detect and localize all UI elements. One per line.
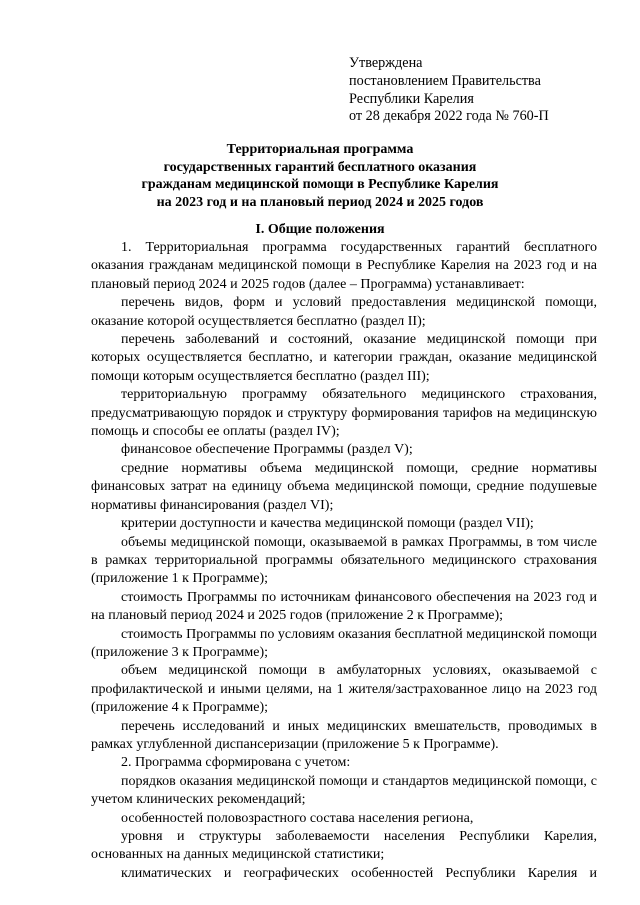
title-line: Территориальная программа — [226, 142, 414, 157]
paragraph: территориальную программу обязательного медицинского страхования, предусматривающую порядок и структуру формирования тарифов на медицинскую помощь и способы ее оплаты (раздел IV); — [91, 387, 597, 440]
approval-line: Республики Карелия — [349, 90, 474, 107]
paragraph: особенностей половозрастного состава населения региона, — [121, 810, 474, 826]
paragraph: критерии доступности и качества медицинской помощи (раздел VII); — [121, 516, 534, 532]
paragraph: объем медицинской помощи в амбулаторных условиях, оказываемой с профилактической и иными целями, на 1 жителя/застрахованное лицо на 2023 год (приложение 4 к Программе); — [91, 663, 597, 716]
paragraph: перечень заболеваний и состояний, оказание медицинской помощи при которых осуществляется бесплатно, и категории граждан, оказание медицинской помощи которым осуществляется бесплатно (раздел III); — [91, 332, 597, 384]
title-line: на 2023 год и на плановый период 2024 и 2025 годов — [156, 194, 484, 210]
paragraph: стоимость Программы по условиям оказания бесплатной медицинской помощи (приложение 3 к Программе); — [91, 626, 597, 660]
approval-line: от 28 декабря 2022 года № 760-П — [349, 108, 549, 125]
document-body — [91, 239, 597, 883]
paragraph: 1. Территориальная программа государственных гарантий бесплатного оказания гражданам медицинской помощи в Республике Карелия на 2023 год и на плановый период 2024 и 2025 годов (далее – Программа) устанавливает: — [91, 240, 597, 292]
approval-line: Утверждена — [349, 55, 423, 71]
approval-line: постановлением Правительства — [349, 72, 541, 89]
title-line: гражданам медицинской помощи в Республике Карелия — [141, 177, 499, 192]
paragraph: средние нормативы объема медицинской помощи, средние нормативы финансовых затрат на единицу объема медицинской помощи, средние подушевые нормативы финансирования (раздел VI); — [91, 460, 597, 513]
paragraph: стоимость Программы по источникам финансового обеспечения на 2023 год и на плановый период 2024 и 2025 годов (приложение 2 к Программе); — [91, 589, 597, 624]
document-title — [0, 141, 640, 211]
title-line: государственных гарантий бесплатного оказания — [163, 159, 477, 175]
paragraph: порядков оказания медицинской помощи и стандартов медицинской помощи, с учетом клинических рекомендаций; — [91, 773, 597, 808]
paragraph: финансовое обеспечение Программы (раздел V); — [121, 442, 413, 458]
paragraph: перечень исследований и иных медицинских вмешательств, проводимых в рамках углубленной диспансеризации (приложение 5 к Программе). — [91, 718, 597, 752]
paragraph: 2. Программа сформирована с учетом: — [121, 755, 351, 771]
paragraph: уровня и структуры заболеваемости населения Республики Карелия, основанных на данных медицинской статистики; — [91, 829, 597, 863]
paragraph: объемы медицинской помощи, оказываемой в рамках Программы, в том числе в рамках территориальной программы обязательного медицинского страхования (приложение 1 к Программе); — [91, 534, 597, 587]
paragraph: перечень видов, форм и условий предоставления медицинской помощи, оказание которой осуществляется бесплатно (раздел II); — [91, 295, 597, 329]
section-heading: I. Общие положения — [255, 222, 385, 237]
paragraph: климатических и географических особенностей Республики Карелия и — [121, 865, 597, 881]
approval-stamp — [349, 55, 549, 126]
